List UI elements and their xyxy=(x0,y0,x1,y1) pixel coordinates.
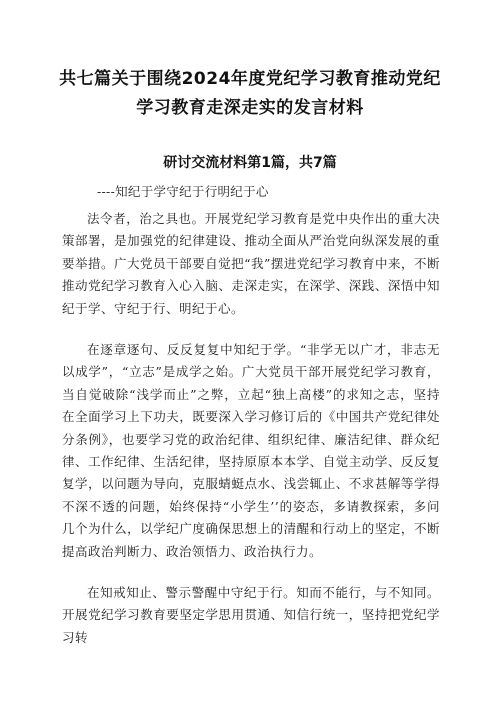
document-epigraph: ----知纪于学守纪于行明纪于心 xyxy=(97,184,269,199)
body-paragraph-1: 法令者，治之具也。开展党纪学习教育是党中央作出的重大决策部署，是加强党的纪律建设、推动全面从严治党向纵深发展的重要举措。广大党员干部要自觉把“我”摆进党纪学习教育中来，不断推动党纪学习教育入心入脑、走深走实，在深学、深践、深悟中知纪于学、守纪于行、明纪于心。 xyxy=(62,211,440,316)
document-title-line-1: 共七篇关于围绕2024年度党纪学习教育推动党纪 xyxy=(59,69,441,89)
body-paragraph-2: 在逐章逐句、反反复复中知纪于学。“非学无以广才，非志无以成学”，“立志”是成学之始。广大党员干部开展党纪学习教育，当自觉破除“浅学而止”之弊，立起“独上高楼”的求知之志，坚持在全面学习上下功夫，既要深入学习修订后的《中国共产党纪律处分条例》，也要学习党的政治纪律、组织纪律、廉洁纪律、群众纪律、工作纪律、生活纪律，坚持原原本本学、自觉主动学、反反复复学，以问题为导向，克服蜻蜓点水、浅尝辄止、不求甚解等学得不深不透的问题，始终保持“小学生’’的姿态，多请教探索，多问几个为什么，以学纪广度确保思想上的清醒和行动上的坚定，不断提高政治判断力、政治领悟力、政治执行力。 xyxy=(62,342,440,559)
document-subtitle: 研讨交流材料第1篇，共7篇 xyxy=(163,155,337,171)
document-title-line-2: 学习教育走深走实的发言材料 xyxy=(136,98,364,118)
body-paragraph-3: 在知戒知止、警示警醒中守纪于行。知而不能行，与不知同。开展党纪学习教育要坚定学思用贯通、知信行统一，坚持把党纪学习转 xyxy=(62,585,440,645)
